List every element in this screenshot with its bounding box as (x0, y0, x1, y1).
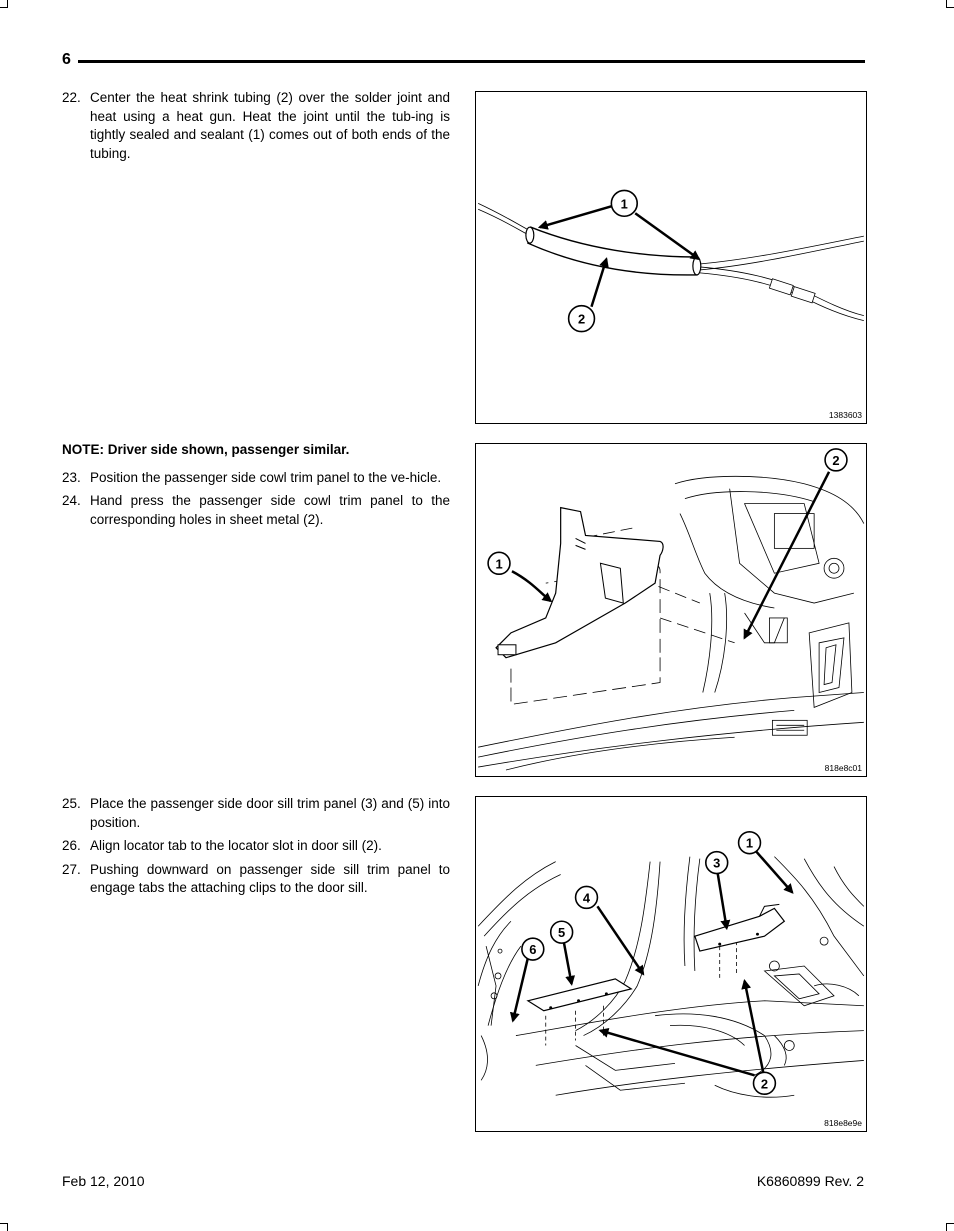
header-rule (78, 60, 865, 63)
step-text: Place the passenger side door sill trim panel (3) and (5) into position. (90, 796, 450, 830)
callout-label: 5 (558, 925, 566, 941)
step-number: 25. (62, 796, 81, 811)
step-number: 27. (62, 861, 81, 877)
figure-id: 1383603 (828, 410, 862, 420)
crop-mark-top-left (0, 0, 8, 8)
callout-label: 6 (529, 942, 537, 958)
step-number: 26. (62, 838, 81, 853)
step-27 (62, 861, 450, 898)
step-number: 24. (62, 493, 81, 508)
section-2-text (62, 441, 450, 534)
step-25 (62, 795, 450, 832)
step-text: Pushing downward on passenger side sill trim panel to engage tabs the attaching clips to the door sill. (90, 861, 450, 895)
callout-label: 1 (745, 835, 754, 851)
footer-date: Feb 12, 2010 (62, 1173, 145, 1189)
callout-label: 2 (760, 1076, 769, 1092)
step-text: Align locator tab to the locator slot in door sill (2). (90, 838, 382, 853)
callout-label: 1 (620, 196, 628, 212)
callout-label: 3 (713, 855, 721, 871)
step-22 (62, 89, 450, 163)
callout-label: 2 (577, 311, 586, 327)
figure-id: 818e8c01 (824, 763, 862, 773)
step-text: Center the heat shrink tubing (2) over the solder joint and heat using a heat gun. Heat the joint until the tub-ing is tightly sealed and sealant (1) comes out of both ends of the tubing. (90, 90, 450, 161)
cowl-trim-illustration (476, 444, 866, 776)
step-26 (62, 837, 450, 856)
heat-shrink-illustration (476, 92, 866, 423)
page-number: 6 (62, 51, 71, 68)
figure-door-sill-trim (475, 796, 867, 1132)
crop-mark-top-right (946, 0, 954, 8)
step-number: 22. (62, 90, 81, 105)
callout-label: 2 (832, 452, 840, 468)
callout-label: 1 (495, 556, 503, 572)
step-text: Hand press the passenger side cowl trim panel to the corresponding holes in sheet metal (2). (90, 493, 450, 527)
step-text: Position the passenger side cowl trim panel to the ve-hicle. (90, 469, 442, 485)
door-sill-illustration (476, 797, 866, 1131)
section-3-text (62, 795, 450, 903)
step-24 (62, 492, 450, 529)
note: NOTE: Driver side shown, passenger similar. (62, 442, 350, 457)
footer-document-id: K6860899 Rev. 2 (756, 1173, 864, 1189)
figure-id: 818e8e9e (824, 1118, 862, 1128)
figure-cowl-trim (475, 443, 867, 777)
section-1-text (62, 89, 450, 168)
crop-mark-bottom-right (946, 1223, 954, 1231)
step-23 (62, 469, 450, 488)
step-number: 23. (62, 469, 81, 485)
figure-heat-shrink (475, 91, 867, 424)
callout-label: 4 (582, 890, 591, 906)
crop-mark-bottom-left (0, 1223, 8, 1231)
